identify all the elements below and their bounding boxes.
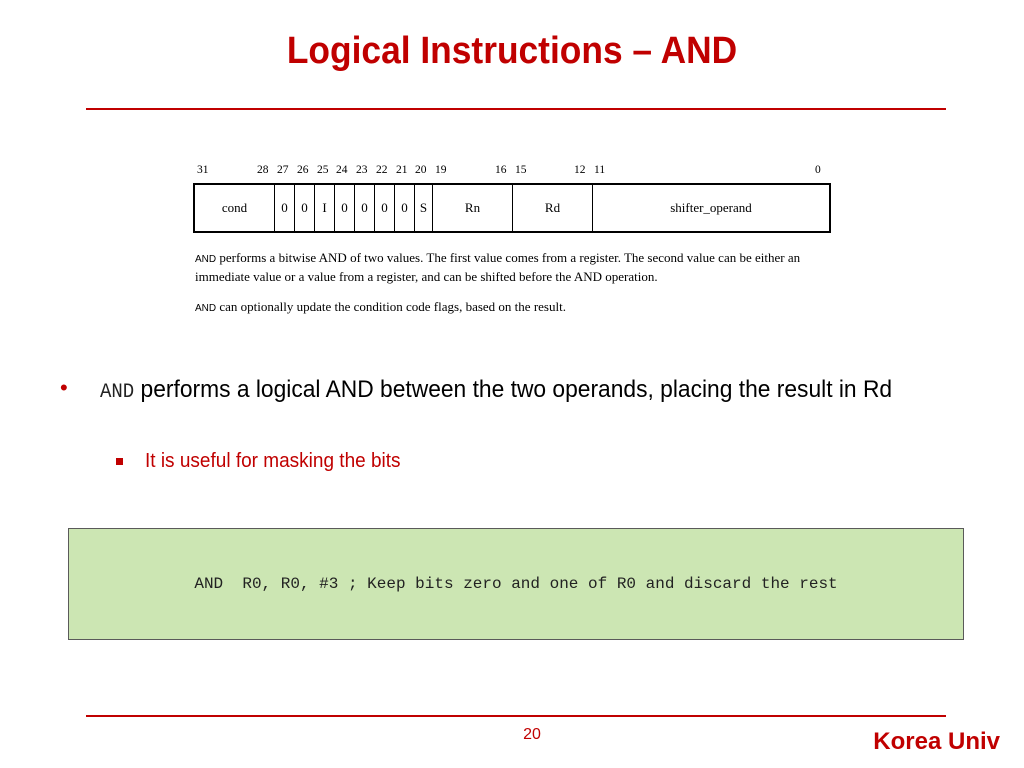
- bit-number: 12: [574, 164, 586, 176]
- field-bit: [355, 185, 375, 231]
- description-paragraph-1: [195, 249, 835, 285]
- field-label: 0: [401, 200, 408, 215]
- field-label: shifter_operand: [670, 200, 752, 215]
- bit-number: 27: [277, 164, 289, 176]
- field-label: 0: [281, 200, 288, 215]
- bit-number: 20: [415, 164, 427, 176]
- field-label: Rd: [544, 200, 561, 215]
- slide-title: Logical Instructions – AND: [286, 30, 738, 72]
- bit-number: 16: [495, 164, 507, 176]
- bit-number: 24: [336, 164, 348, 176]
- bit-number: 22: [376, 164, 388, 176]
- code-example-line: AND R0, R0, #3 ; Keep bits zero and one of R0 and discard the rest: [194, 575, 838, 593]
- bullet-main-text: performs a logical AND between the two operands, placing the result in Rd: [134, 376, 893, 403]
- field-i: [315, 185, 335, 231]
- field-label: 0: [301, 200, 308, 215]
- field-label: 0: [381, 200, 388, 215]
- field-s: [415, 185, 433, 231]
- bit-number: 0: [815, 164, 821, 176]
- page-number: 20: [523, 726, 541, 743]
- bit-number: 28: [257, 164, 269, 176]
- sub-bullet-text: It is useful for masking the bits: [145, 450, 401, 472]
- encoding-fields: [193, 183, 831, 233]
- instruction-encoding-figure: [193, 164, 831, 232]
- bit-number: 21: [396, 164, 408, 176]
- bit-number: 31: [197, 164, 209, 176]
- field-label: I: [322, 200, 327, 215]
- field-bit: [375, 185, 395, 231]
- bit-number: 26: [297, 164, 309, 176]
- sub-bullet-marker: [116, 458, 123, 465]
- field-label: cond: [221, 200, 248, 215]
- field-bit: [395, 185, 415, 231]
- inline-code: AND: [100, 381, 135, 404]
- field-bit: [295, 185, 315, 231]
- bullet-main: [100, 372, 927, 411]
- bullet-marker: •: [60, 375, 68, 400]
- title-divider: [86, 108, 946, 110]
- field-rd: [513, 185, 593, 231]
- field-label: S: [419, 200, 428, 215]
- bit-number: 19: [435, 164, 447, 176]
- field-bit: [275, 185, 295, 231]
- footer-divider: [86, 715, 946, 717]
- description-paragraph-2: [195, 298, 835, 317]
- bit-number: 23: [356, 164, 368, 176]
- field-label: 0: [361, 200, 368, 215]
- inline-code: AND: [195, 303, 217, 314]
- field-rn: [433, 185, 513, 231]
- field-label: 0: [341, 200, 348, 215]
- description-text: can optionally update the condition code flags, based on the result.: [216, 299, 566, 314]
- bit-number: 25: [317, 164, 329, 176]
- description-text: performs a bitwise AND of two values. The first value comes from a register. The second value can be either an immediate value or a value from a register, and can be shifted before the AND operation.: [195, 250, 801, 284]
- field-cond: [195, 185, 275, 231]
- bit-number: 11: [594, 164, 606, 176]
- field-shifter-operand: [593, 185, 829, 231]
- footer-label: Korea Univ: [873, 728, 1000, 755]
- field-label: Rn: [464, 200, 481, 215]
- inline-code: AND: [195, 254, 217, 265]
- code-example-box: [68, 528, 964, 640]
- bit-number: 15: [515, 164, 527, 176]
- field-bit: [335, 185, 355, 231]
